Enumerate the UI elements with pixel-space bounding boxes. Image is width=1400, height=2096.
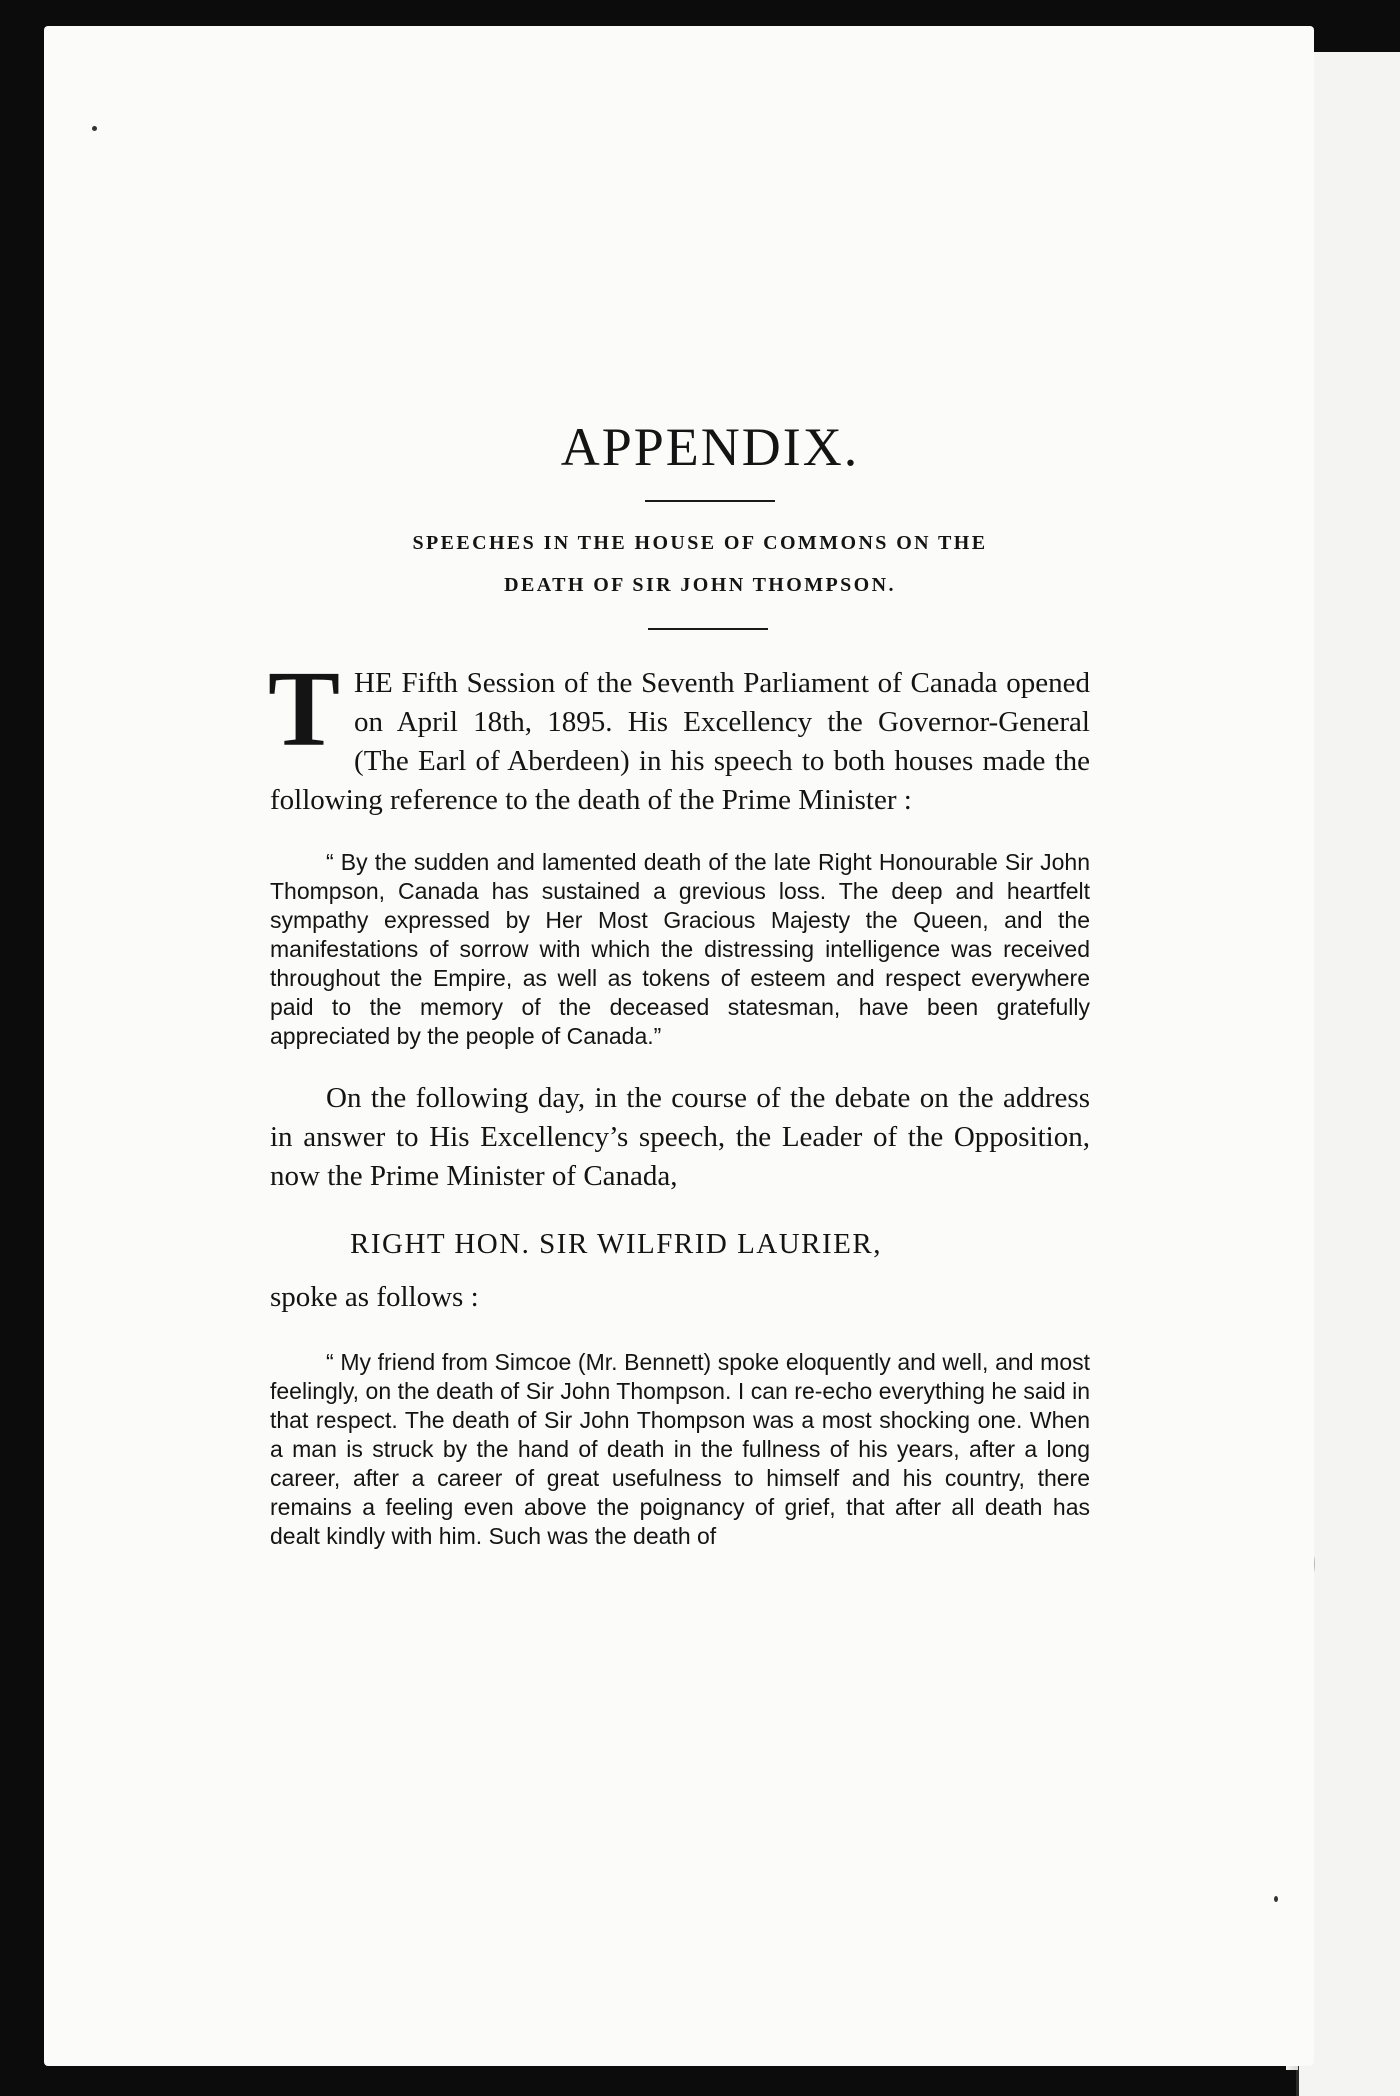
- following-day-paragraph: On the following day, in the course of the debate on the address in answer to His Excellency’s speech, the Leader of the Opposition, now the Prime Minister of Canada,: [270, 1082, 1090, 1192]
- laurier-quote: “ My friend from Simcoe (Mr. Bennett) spoke eloquently and well, and most feelingly, on the death of Sir John Thompson. I can re-echo everything he said in that respect. The death of Sir John Thompson was a most shocking one. When a man is struck by the hand of death in the fullness of his years, after a long career, after a career of great usefulness to himself and his country, there remains a feeling even above the poignancy of grief, that after all death has dealt kindly with him. Such was the death of: [270, 1349, 1090, 1549]
- intro-paragraph: [268, 650, 1090, 820]
- spoke-as-follows: spoke as follows :: [270, 1281, 479, 1313]
- page-speck: [92, 126, 97, 131]
- subtitle-line-2: DEATH OF SIR JOHN THOMPSON.: [504, 574, 896, 596]
- speaker-heading: RIGHT HON. SIR WILFRID LAURIER,: [350, 1228, 882, 1260]
- subtitle-line-1: SPEECHES IN THE HOUSE OF COMMONS ON THE: [412, 532, 988, 554]
- page-title: APPENDIX.: [560, 417, 860, 477]
- section-subtitle: [270, 522, 1090, 606]
- appendix-text: [268, 417, 1090, 1551]
- subtitle-divider: [648, 628, 768, 630]
- governor-quote: “ By the sudden and lamented death of the late Right Honourable Sir John Thompson, Canada has sustained a grevious loss. The deep and heartfelt sympathy expressed by Her Most Gracious Majesty the Queen, and the manifestations of sorrow with which the distressing intelligence was received throughout the Empire, as well as tokens of esteem and respect everywhere paid to the memory of the deceased statesman, have been gratefully appreciated by the people of Canada.”: [270, 849, 1090, 1049]
- title-divider: [645, 500, 775, 502]
- intro-text: HE Fifth Session of the Seventh Parliament of Canada opened on April 18th, 1895. His Excellency the Governor-General (The Earl of Aberdeen) in his speech to both houses made the following reference to the death of the Prime Minister :: [270, 667, 1090, 816]
- page-speck: [1274, 1896, 1278, 1902]
- drop-cap: T: [268, 650, 341, 769]
